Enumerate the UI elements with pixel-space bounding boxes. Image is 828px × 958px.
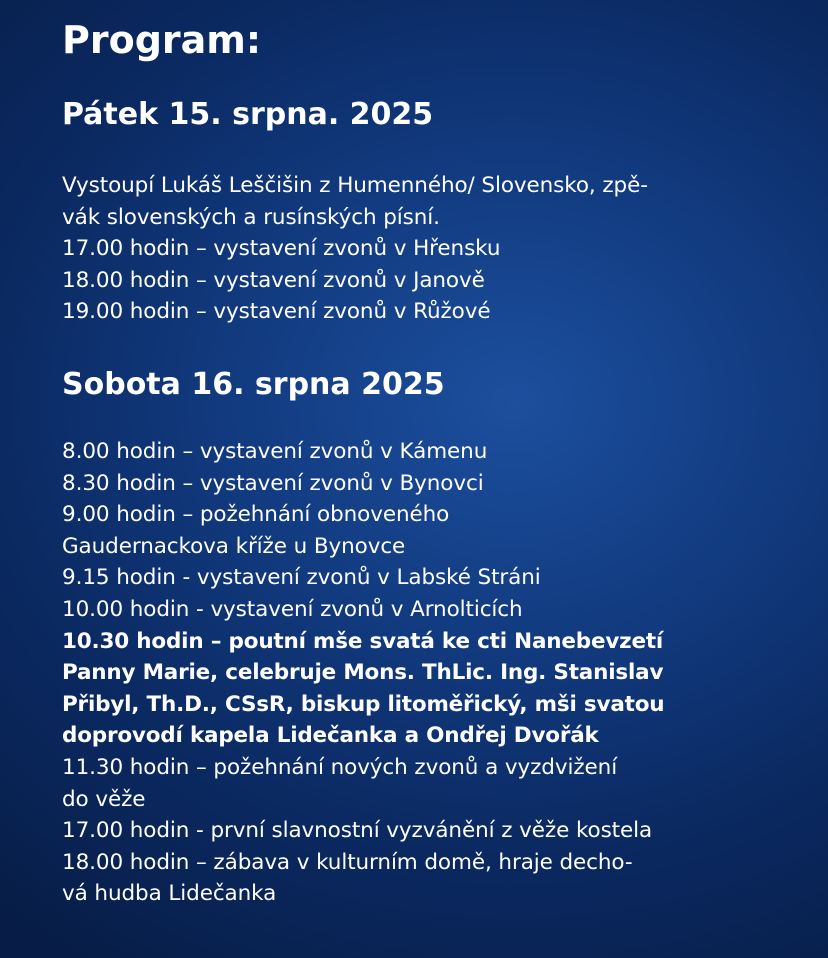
friday-line: 17.00 hodin – vystavení zvonů v Hřensku: [62, 236, 501, 262]
saturday-heading: Sobota 16. srpna 2025: [62, 367, 445, 402]
friday-line: 19.00 hodin – vystavení zvonů v Růžové: [62, 299, 491, 325]
friday-line: 18.00 hodin – vystavení zvonů v Janově: [62, 267, 485, 293]
saturday-line: vá hudba Lidečanka: [62, 881, 277, 907]
saturday-line: do věže: [62, 786, 146, 812]
saturday-line: Gaudernackova kříže u Bynovce: [62, 533, 406, 559]
saturday-line-highlight: Přibyl, Th.D., CSsR, biskup litoměřický, mši svatou: [62, 691, 665, 717]
saturday-line: 11.30 hodin – požehnání nových zvonů a vyzdvižení: [62, 754, 618, 780]
saturday-line: 17.00 hodin - první slavnostní vyzvánění z věže kostela: [62, 818, 653, 844]
saturday-schedule: [62, 436, 782, 910]
page-title: Program:: [62, 18, 262, 62]
saturday-line: 9.00 hodin – požehnání obnoveného: [62, 502, 450, 528]
saturday-line: 9.15 hodin - vystavení zvonů v Labské Stráni: [62, 565, 541, 591]
saturday-line-highlight: Panny Marie, celebruje Mons. ThLic. Ing. Stanislav: [62, 660, 664, 686]
saturday-line: 8.00 hodin – vystavení zvonů v Kámenu: [62, 439, 488, 464]
saturday-line: 10.00 hodin - vystavení zvonů v Arnolticích: [62, 596, 523, 622]
saturday-line: 8.30 hodin – vystavení zvonů v Bynovci: [62, 470, 484, 496]
saturday-line: 18.00 hodin – zábava v kulturním domě, hraje decho-: [62, 849, 633, 875]
friday-line: vák slovenských a rusínských písní.: [62, 204, 440, 230]
saturday-line-highlight: 10.30 hodin – poutní mše svatá ke cti Nanebevzetí: [62, 628, 664, 654]
friday-heading: Pátek 15. srpna. 2025: [62, 97, 434, 132]
saturday-line-highlight: doprovodí kapela Lidečanka a Ondřej Dvořák: [62, 723, 599, 749]
friday-schedule: [62, 170, 782, 328]
friday-line: Vystoupí Lukáš Leščišin z Humenného/ Slovensko, zpě-: [62, 173, 648, 198]
